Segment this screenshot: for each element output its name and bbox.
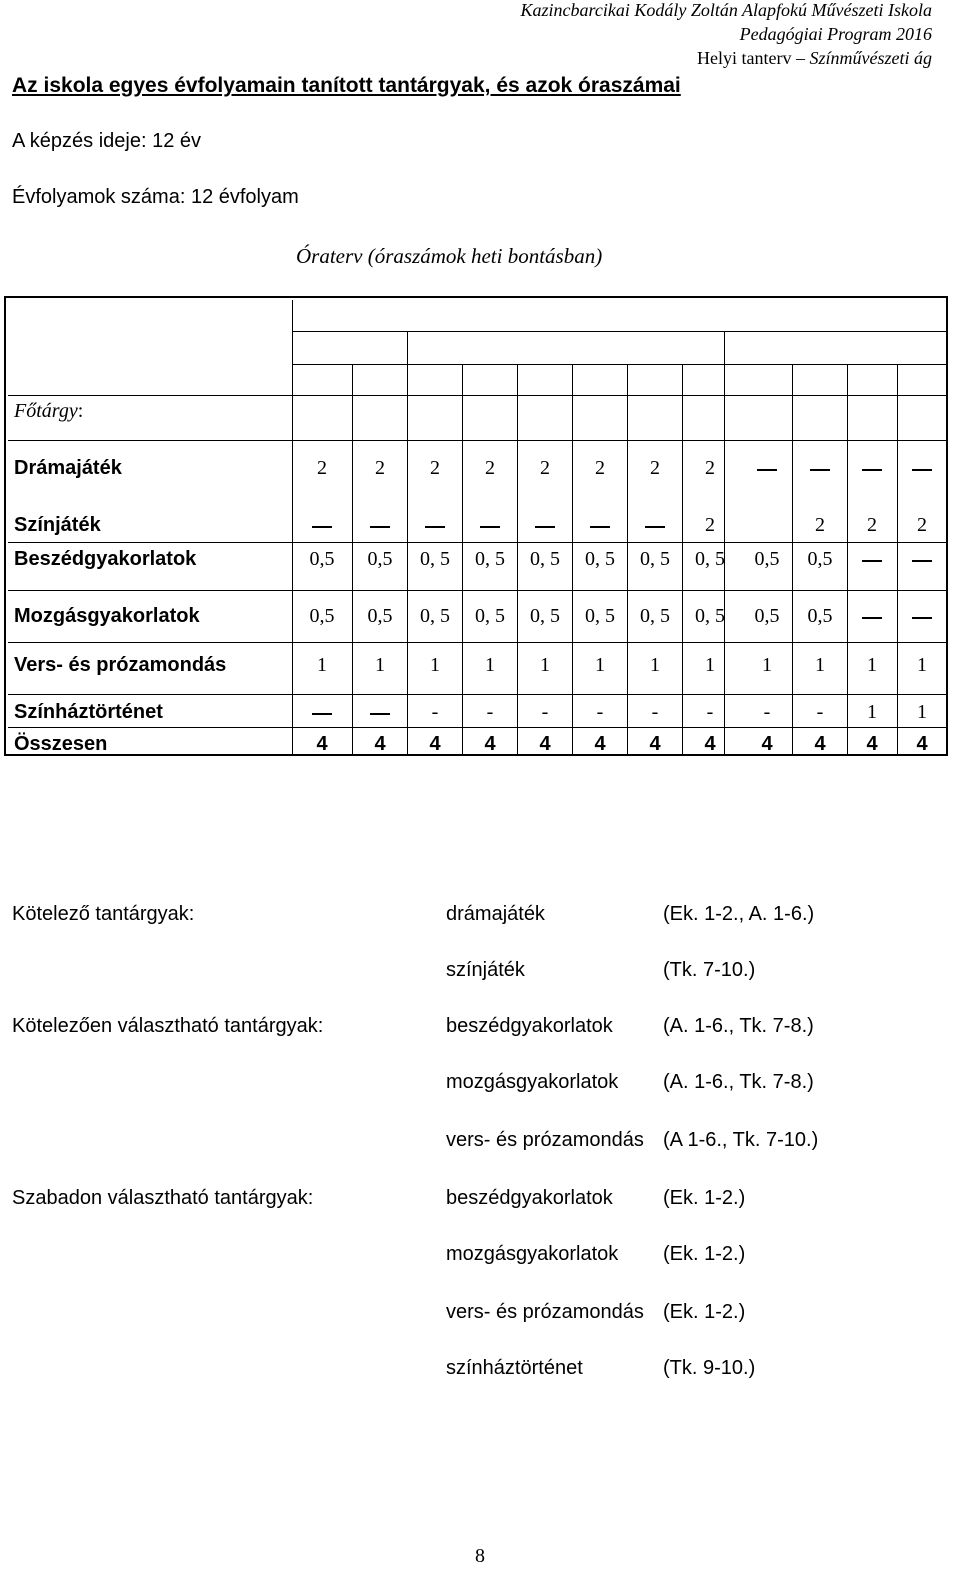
table-cell: 1 bbox=[540, 654, 550, 676]
table-cell: 1 bbox=[917, 701, 927, 723]
list-item-name: vers- és prózamondás bbox=[446, 1301, 644, 1323]
table-cell: - bbox=[596, 701, 604, 723]
table-cell: - bbox=[816, 701, 824, 723]
list-item-name: drámajáték bbox=[446, 903, 545, 925]
table-cell: 2 bbox=[650, 457, 660, 479]
table-cell: 1 bbox=[375, 654, 385, 676]
list-item-name: beszédgyakorlatok bbox=[446, 1015, 613, 1037]
table-cell: 0,5 bbox=[754, 548, 780, 570]
table-cell: - bbox=[763, 701, 771, 723]
table-cell: - bbox=[486, 701, 494, 723]
table-row-label: Színjáték bbox=[14, 514, 101, 536]
list-item-name: mozgásgyakorlatok bbox=[446, 1071, 619, 1093]
table-row-label: Vers- és prózamondás bbox=[14, 654, 227, 676]
dash-cell bbox=[912, 469, 932, 471]
dash-cell bbox=[425, 526, 445, 528]
grades-count: Évfolyamok száma: 12 évfolyam bbox=[12, 186, 299, 208]
table-cell: 2 bbox=[705, 457, 715, 479]
table-cell: 4 bbox=[916, 733, 928, 755]
table-cell: 0,5 bbox=[309, 605, 335, 627]
dash-cell bbox=[757, 469, 777, 471]
main-subject-label-text: Főtárgy bbox=[14, 400, 78, 422]
table-cell: 2 bbox=[430, 457, 440, 479]
table-divider bbox=[8, 642, 948, 643]
table-cell: 2 bbox=[540, 457, 550, 479]
table-cell: 0,5 bbox=[807, 605, 833, 627]
main-subject-colon: : bbox=[77, 400, 84, 422]
plan-title: Óraterv (óraszámok heti bontásban) bbox=[296, 244, 603, 268]
table-cell: 2 bbox=[815, 514, 825, 536]
list-item-name: beszédgyakorlatok bbox=[446, 1187, 613, 1209]
table-cell: - bbox=[541, 701, 549, 723]
table-cell: 1 bbox=[317, 654, 327, 676]
table-divider bbox=[8, 440, 948, 441]
table-cell: 0, 5 bbox=[420, 548, 450, 570]
dash-cell bbox=[912, 560, 932, 562]
list-item-code: (A. 1-6., Tk. 7-8.) bbox=[663, 1071, 814, 1093]
dash-cell bbox=[645, 526, 665, 528]
dash-cell bbox=[535, 526, 555, 528]
curriculum-prefix: Helyi tanterv – bbox=[697, 48, 810, 68]
program-name: Pedagógiai Program 2016 bbox=[739, 24, 932, 44]
table-cell: 0,5 bbox=[754, 605, 780, 627]
page-number: 8 bbox=[475, 1545, 485, 1567]
list-item-code: (Ek. 1-2., A. 1-6.) bbox=[663, 903, 815, 925]
table-divider bbox=[8, 395, 948, 396]
table-cell: 0,5 bbox=[367, 605, 393, 627]
dash-cell bbox=[862, 617, 882, 619]
table-cell: 0, 5 bbox=[585, 548, 615, 570]
dash-cell bbox=[370, 713, 390, 715]
list-label: Szabadon választható tantárgyak: bbox=[12, 1187, 314, 1209]
table-cell: 1 bbox=[867, 701, 877, 723]
table-cell: 4 bbox=[539, 733, 551, 755]
list-item-name: vers- és prózamondás bbox=[446, 1129, 644, 1151]
table-divider bbox=[292, 331, 948, 332]
table-cell: 4 bbox=[649, 733, 661, 755]
table-cell: 4 bbox=[761, 733, 773, 755]
curriculum-branch: Színművészeti ág bbox=[809, 48, 932, 68]
list-label: Kötelező tantárgyak: bbox=[12, 903, 195, 925]
table-cell: 0, 5 bbox=[475, 605, 505, 627]
list-item-name: színjáték bbox=[446, 959, 525, 981]
table-divider bbox=[8, 542, 948, 543]
table-cell: 0, 5 bbox=[530, 548, 560, 570]
table-cell: 0, 5 bbox=[585, 605, 615, 627]
table-cell: 2 bbox=[375, 457, 385, 479]
table-row-label: Mozgásgyakorlatok bbox=[14, 605, 200, 627]
school-name: Kazincbarcikai Kodály Zoltán Alapfokú Művészeti Iskola bbox=[520, 0, 932, 20]
table-cell: 4 bbox=[866, 733, 878, 755]
list-item-code: (Ek. 1-2.) bbox=[663, 1301, 746, 1323]
list-item-name: színháztörténet bbox=[446, 1357, 583, 1379]
table-cell: 1 bbox=[815, 654, 825, 676]
table-cell: 4 bbox=[814, 733, 826, 755]
table-divider bbox=[8, 727, 948, 728]
dash-cell bbox=[370, 526, 390, 528]
dash-cell bbox=[312, 713, 332, 715]
table-cell: - bbox=[706, 701, 714, 723]
dash-cell bbox=[810, 469, 830, 471]
schedule-table bbox=[4, 296, 948, 756]
table-cell: 1 bbox=[595, 654, 605, 676]
table-cell: 4 bbox=[594, 733, 606, 755]
table-row-label: Drámajáték bbox=[14, 457, 122, 479]
dash-cell bbox=[862, 469, 882, 471]
table-cell: 4 bbox=[429, 733, 441, 755]
table-divider bbox=[897, 364, 898, 756]
table-cell: 2 bbox=[917, 514, 927, 536]
table-cell: 0, 5 bbox=[475, 548, 505, 570]
dash-cell bbox=[312, 526, 332, 528]
table-row-label: Összesen bbox=[14, 733, 108, 755]
table-cell: 1 bbox=[430, 654, 440, 676]
table-cell: 4 bbox=[704, 733, 716, 755]
curriculum-name bbox=[697, 48, 932, 68]
table-cell: 2 bbox=[595, 457, 605, 479]
table-cell: 0,5 bbox=[367, 548, 393, 570]
table-divider bbox=[292, 364, 948, 365]
list-item-code: (Ek. 1-2.) bbox=[663, 1187, 746, 1209]
table-cell: 0,5 bbox=[807, 548, 833, 570]
page-title: Az iskola egyes évfolyamain tanított tantárgyak, és azok óraszámai bbox=[12, 74, 681, 97]
table-cell: 2 bbox=[317, 457, 327, 479]
table-cell: 1 bbox=[762, 654, 772, 676]
table-divider bbox=[292, 300, 293, 756]
list-item-code: (Tk. 7-10.) bbox=[663, 959, 756, 981]
dash-cell bbox=[912, 617, 932, 619]
table-cell: 2 bbox=[867, 514, 877, 536]
table-cell: 1 bbox=[917, 654, 927, 676]
table-cell: 2 bbox=[705, 514, 715, 536]
training-duration: A képzés ideje: 12 év bbox=[12, 130, 202, 152]
table-cell: 0, 5 bbox=[530, 605, 560, 627]
table-row-label: Színháztörténet bbox=[14, 701, 163, 723]
main-subject-label bbox=[14, 400, 83, 423]
table-cell: 4 bbox=[316, 733, 328, 755]
table-cell: 1 bbox=[705, 654, 715, 676]
list-item-name: mozgásgyakorlatok bbox=[446, 1243, 619, 1265]
table-row-label: Beszédgyakorlatok bbox=[14, 548, 197, 570]
table-cell: 1 bbox=[485, 654, 495, 676]
list-item-code: (Ek. 1-2.) bbox=[663, 1243, 746, 1265]
table-divider bbox=[8, 590, 948, 591]
table-cell: - bbox=[431, 701, 439, 723]
table-cell: 0, 5 bbox=[695, 548, 725, 570]
table-cell: - bbox=[651, 701, 659, 723]
dash-cell bbox=[862, 560, 882, 562]
table-cell: 0,5 bbox=[309, 548, 335, 570]
table-cell: 1 bbox=[867, 654, 877, 676]
table-cell: 0, 5 bbox=[695, 605, 725, 627]
table-cell: 1 bbox=[650, 654, 660, 676]
dash-cell bbox=[480, 526, 500, 528]
list-item-code: (A. 1-6., Tk. 7-8.) bbox=[663, 1015, 814, 1037]
table-cell: 2 bbox=[485, 457, 495, 479]
table-cell: 4 bbox=[374, 733, 386, 755]
table-cell: 0, 5 bbox=[640, 548, 670, 570]
list-label: Kötelezően választható tantárgyak: bbox=[12, 1015, 324, 1037]
list-item-code: (Tk. 9-10.) bbox=[663, 1357, 756, 1379]
table-cell: 4 bbox=[484, 733, 496, 755]
table-divider bbox=[8, 694, 948, 695]
table-cell: 0, 5 bbox=[420, 605, 450, 627]
table-cell: 0, 5 bbox=[640, 605, 670, 627]
list-item-code: (A 1-6., Tk. 7-10.) bbox=[663, 1129, 819, 1151]
dash-cell bbox=[590, 526, 610, 528]
